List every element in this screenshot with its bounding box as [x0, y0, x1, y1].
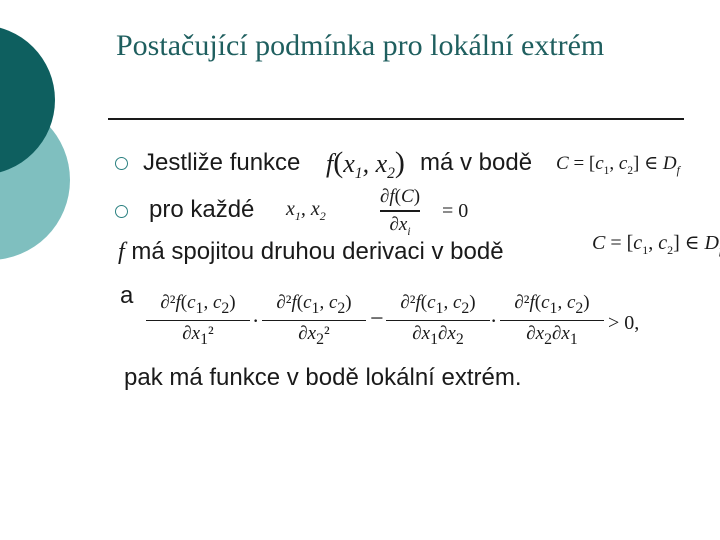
point-expression-1: $C = [c_1$, $c_2$] ∈ $D_f$ [556, 153, 680, 177]
dot-operator: · [490, 308, 498, 333]
point-expression-2: $C = [c_1$, $c_2$] ∈ D [592, 232, 719, 257]
decorative-circles [0, 0, 80, 300]
fraction-fx1x1: $\partial^2f(c_1$, $c_2$) $\partial x_1^2$ [146, 292, 250, 349]
conclusion-text: pak má funkce v bodě lokální extrém. [124, 364, 522, 391]
line3-text: f má spojitou druhou derivaci v bodě [118, 238, 504, 265]
equals-zero: = 0 [442, 200, 469, 222]
slide-title: Postačující podmínka pro lokální extrém [116, 29, 605, 62]
variables-expression: $x_1$, $x_2$ [286, 198, 326, 223]
function-expression: $f(x_1$, $x_2$) [326, 146, 405, 183]
first-derivative: ∂f(C) $\partial x_i$ [380, 186, 421, 238]
line1-text: Jestliže funkce [143, 149, 301, 176]
line2-text: pro každé [149, 196, 255, 223]
fraction-fx2x2: $\partial^2f(c_1$, $c_2$) $\partial x_2^2$ [262, 292, 366, 349]
dot-operator: · [252, 308, 260, 333]
bullet-icon [115, 157, 128, 170]
greater-than-zero: > 0, [608, 312, 640, 334]
minus-operator: − [370, 306, 384, 332]
line1-mid: má v bodě [420, 149, 533, 176]
line4-text: a [120, 282, 134, 309]
bullet-icon [115, 205, 128, 218]
fraction-fx1x2: $\partial^2f(c_1$, $c_2$) $\partial x_1\partial x_2$ [386, 292, 490, 349]
title-divider [108, 118, 684, 120]
fraction-fx2x1: $\partial^2f(c_1$, $c_2$) $\partial x_2\partial x_1$ [500, 292, 604, 349]
